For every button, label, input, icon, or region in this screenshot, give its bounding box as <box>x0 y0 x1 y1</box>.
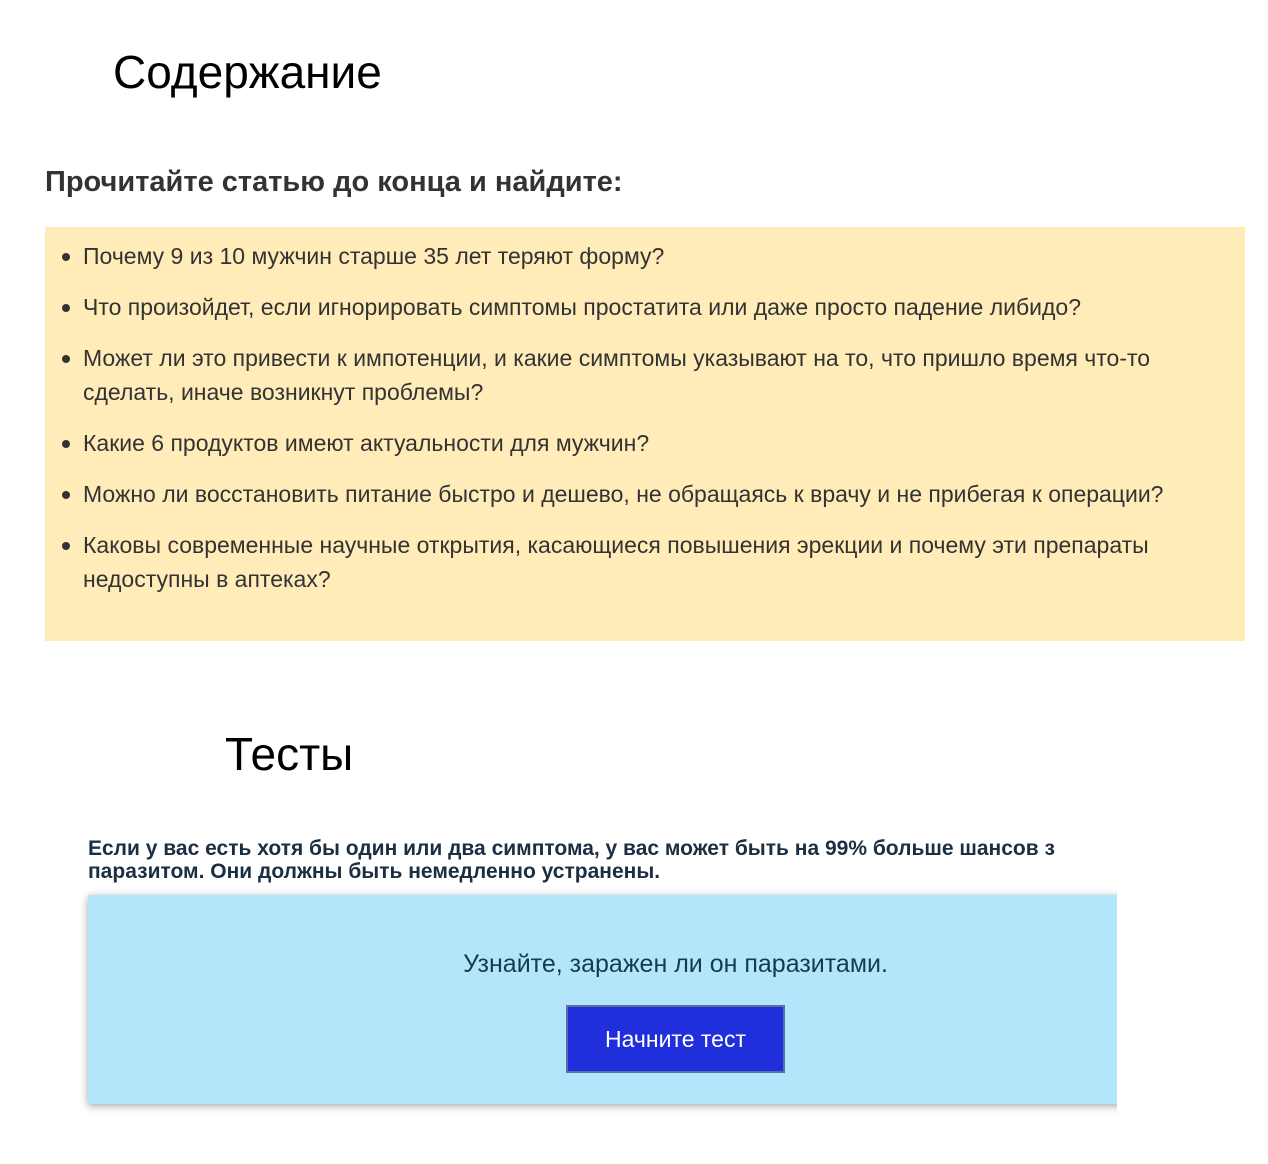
contents-item-text: Почему 9 из 10 мужчин старше 35 лет теряют форму? <box>83 243 665 269</box>
bullet-icon <box>62 253 70 261</box>
symptom-warning-text <box>88 837 1117 883</box>
bullet-icon <box>62 304 70 312</box>
contents-title: Содержание <box>113 46 382 98</box>
bullet-icon <box>62 355 70 363</box>
bullet-icon <box>62 491 70 499</box>
symptom-warning-line-2: паразитом. Они должны быть немедленно устранены. <box>88 860 661 883</box>
contents-item-text: Можно ли восстановить питание быстро и дешево, не обращаясь к врачу и не прибегая к операции? <box>83 481 1164 507</box>
contents-list-item <box>83 477 1225 511</box>
contents-item-text: Что произойдет, если игнорировать симптомы простатита или даже просто падение либидо? <box>83 294 1081 320</box>
contents-item-text: Может ли это привести к импотенции, и какие симптомы указывают на то, что пришло время что-то сделать, иначе возникнут проблемы? <box>83 345 1151 405</box>
bullet-icon <box>62 542 70 550</box>
contents-list-item <box>83 426 1225 460</box>
contents-list-item <box>83 239 1225 273</box>
tests-title: Тесты <box>225 728 354 780</box>
contents-item-text: Каковы современные научные открытия, касающиеся повышения эрекции и почему эти препараты недоступны в аптеках? <box>83 532 1149 592</box>
contents-item-text: Какие 6 продуктов имеют актуальности для мужчин? <box>83 430 650 456</box>
test-prompt-text: Узнайте, заражен ли он паразитами. <box>463 950 888 978</box>
contents-list <box>83 239 1225 596</box>
parasite-test-box <box>88 895 1117 1104</box>
contents-subtitle: Прочитайте статью до конца и найдите: <box>45 166 623 198</box>
symptom-warning-line-1: Если у вас есть хотя бы один или два симптома, у вас может быть на 99% больше шансов з <box>88 837 1055 860</box>
bullet-icon <box>62 440 70 448</box>
contents-box <box>45 227 1245 641</box>
contents-list-item <box>83 290 1225 324</box>
tests-section <box>0 820 1117 1140</box>
contents-list-item <box>83 341 1225 409</box>
start-test-button[interactable]: Начните тест <box>566 1005 785 1073</box>
contents-list-item <box>83 528 1225 596</box>
